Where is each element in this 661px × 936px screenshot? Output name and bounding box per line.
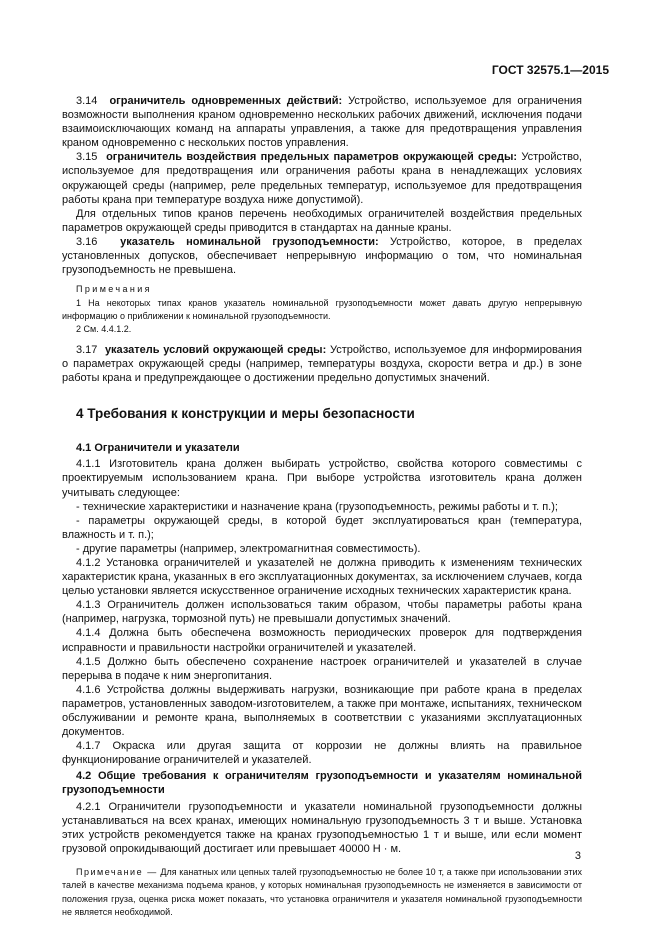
document-body (62, 94, 582, 920)
note-item-1: 1 На некоторых типах кранов указатель номинальной грузоподъемности может давать другую непрерывную информацию о приближении к номинальной грузоподъемности. (62, 297, 582, 322)
clause-4-2-1: 4.2.1 Ограничители грузоподъемности и указатели номинальной грузоподъемности должны устанавливаться на всех кранах, имеющих номинальную грузоподъемность 3 т и выше. Установка этих устройств рекомендуется также на кранах грузоподъемностью 1 т и выше, или если момент грузовой опрокидывающий достигает или превышает 40000 Н · м. (62, 800, 582, 855)
document-header: ГОСТ 32575.1—2015 (491, 63, 609, 77)
clause-3-15: 3.15 ограничитель воздействия предельных параметров окружающей среды: Устройство, используемое для предотвращения или ограничения работы крана в ненадлежащих условиях окружающей среды (например, реле предельных температур, используемое для предотвращения работы крана при температуре воздуха ниже допустимой). (62, 151, 582, 206)
clause-4-1-7: 4.1.7 Окраска или другая защита от коррозии не должны влиять на правильное функционирование ограничителей и указателей. (62, 740, 582, 767)
note-block-1 (62, 283, 582, 337)
clause-4-1-1: 4.1.1 Изготовитель крана должен выбирать устройство, свойства которого совместимы с проектируемым использованием крана. При выборе устройства изготовитель крана должен учитывать следующее: (62, 458, 582, 499)
note-block-2: Примечание — Для канатных или цепных талей грузоподъемностью не более 10 т, а также при использовании этих талей в качестве механизма подъема кранов, у которых номинальная грузоподъемность не изменяется в зависимости от положения груза, оценка риска может показать, что установка ограничителя и указателя номинальной грузоподъемности не является необходимой. (62, 866, 582, 918)
clause-4-1-6: 4.1.6 Устройства должны выдерживать нагрузки, возникающие при работе крана в пределах параметров, установленных заводом-изготовителем, а также при монтаже, испытаниях, техническом обслуживании и ремонте крана, выполняемых в соответствии с указаниями эксплуатационных документов. (62, 683, 582, 739)
clause-3-17: 3.17 указатель условий окружающей среды: Устройство, используемое для информирования о параметрах окружающей среды (например, температуры воздуха, скорости ветра и др.) в зоне работы крана и предупреждающее о достижении предельно допустимых значений. (62, 343, 582, 385)
clause-4-1-2: 4.1.2 Установка ограничителей и указателей не должна приводить к изменениям технических характеристик крана, указанных в его эксплуатационных документах, за исключением случаев, когда целью установки является искусственное ограничение исходных технических характеристик крана. (62, 556, 582, 598)
clause-3-16: 3.16 указатель номинальной грузоподъемности: Устройство, которое, в пределах установленных допусков, обеспечивает непрерывную информацию о том, что номинальная грузоподъемность не превышена. (62, 235, 582, 277)
list-item: - параметры окружающей среды, в которой будет эксплуатироваться кран (температура, влажность и т. п.); (62, 514, 582, 541)
clause-3-14: 3.14 ограничитель одновременных действий: Устройство, используемое для ограничения возможности выполнения краном одновременно нескольких рабочих движений, исключения подачи взаимоисключающих команд на аппараты управления, а также для предотвращения управления краном одновременно с нескольких постов управления. (62, 95, 583, 150)
page-number: 3 (574, 850, 581, 862)
clause-4-1-3: 4.1.3 Ограничитель должен использоваться таким образом, чтобы параметры работы крана (например, нагрузка, тормозной путь) не превышали допустимых значений. (62, 599, 582, 626)
note-heading: Примечания (76, 284, 152, 295)
section-4-heading: 4 Требования к конструкции и меры безопасности (76, 406, 415, 422)
list-item: - другие параметры (например, электромагнитная совместимость). (76, 542, 421, 555)
subsection-4-1-heading: 4.1 Ограничители и указатели (76, 442, 240, 455)
list-item: - технические характеристики и назначение крана (грузоподъемность, режимы работы и т. п.); (76, 500, 558, 513)
note-item-2: 2 См. 4.4.1.2. (76, 324, 132, 335)
clause-4-1-4: 4.1.4 Должна быть обеспечена возможность периодических проверок для подтверждения исправности и правильности настройки ограничителей и указателей. (62, 627, 582, 654)
clause-4-1-5: 4.1.5 Должно быть обеспечено сохранение настроек ограничителей и указателей в случае перерыва в подаче к ним энергопитания. (62, 655, 582, 682)
subsection-4-2-heading: 4.2 Общие требования к ограничителям грузоподъемности и указателям номинальной грузоподъемности (62, 770, 582, 797)
clause-3-15-extra: Для отдельных типов кранов перечень необходимых ограничителей воздействия предельных параметров окружающей среды приводится в стандартах на данные краны. (62, 207, 582, 234)
